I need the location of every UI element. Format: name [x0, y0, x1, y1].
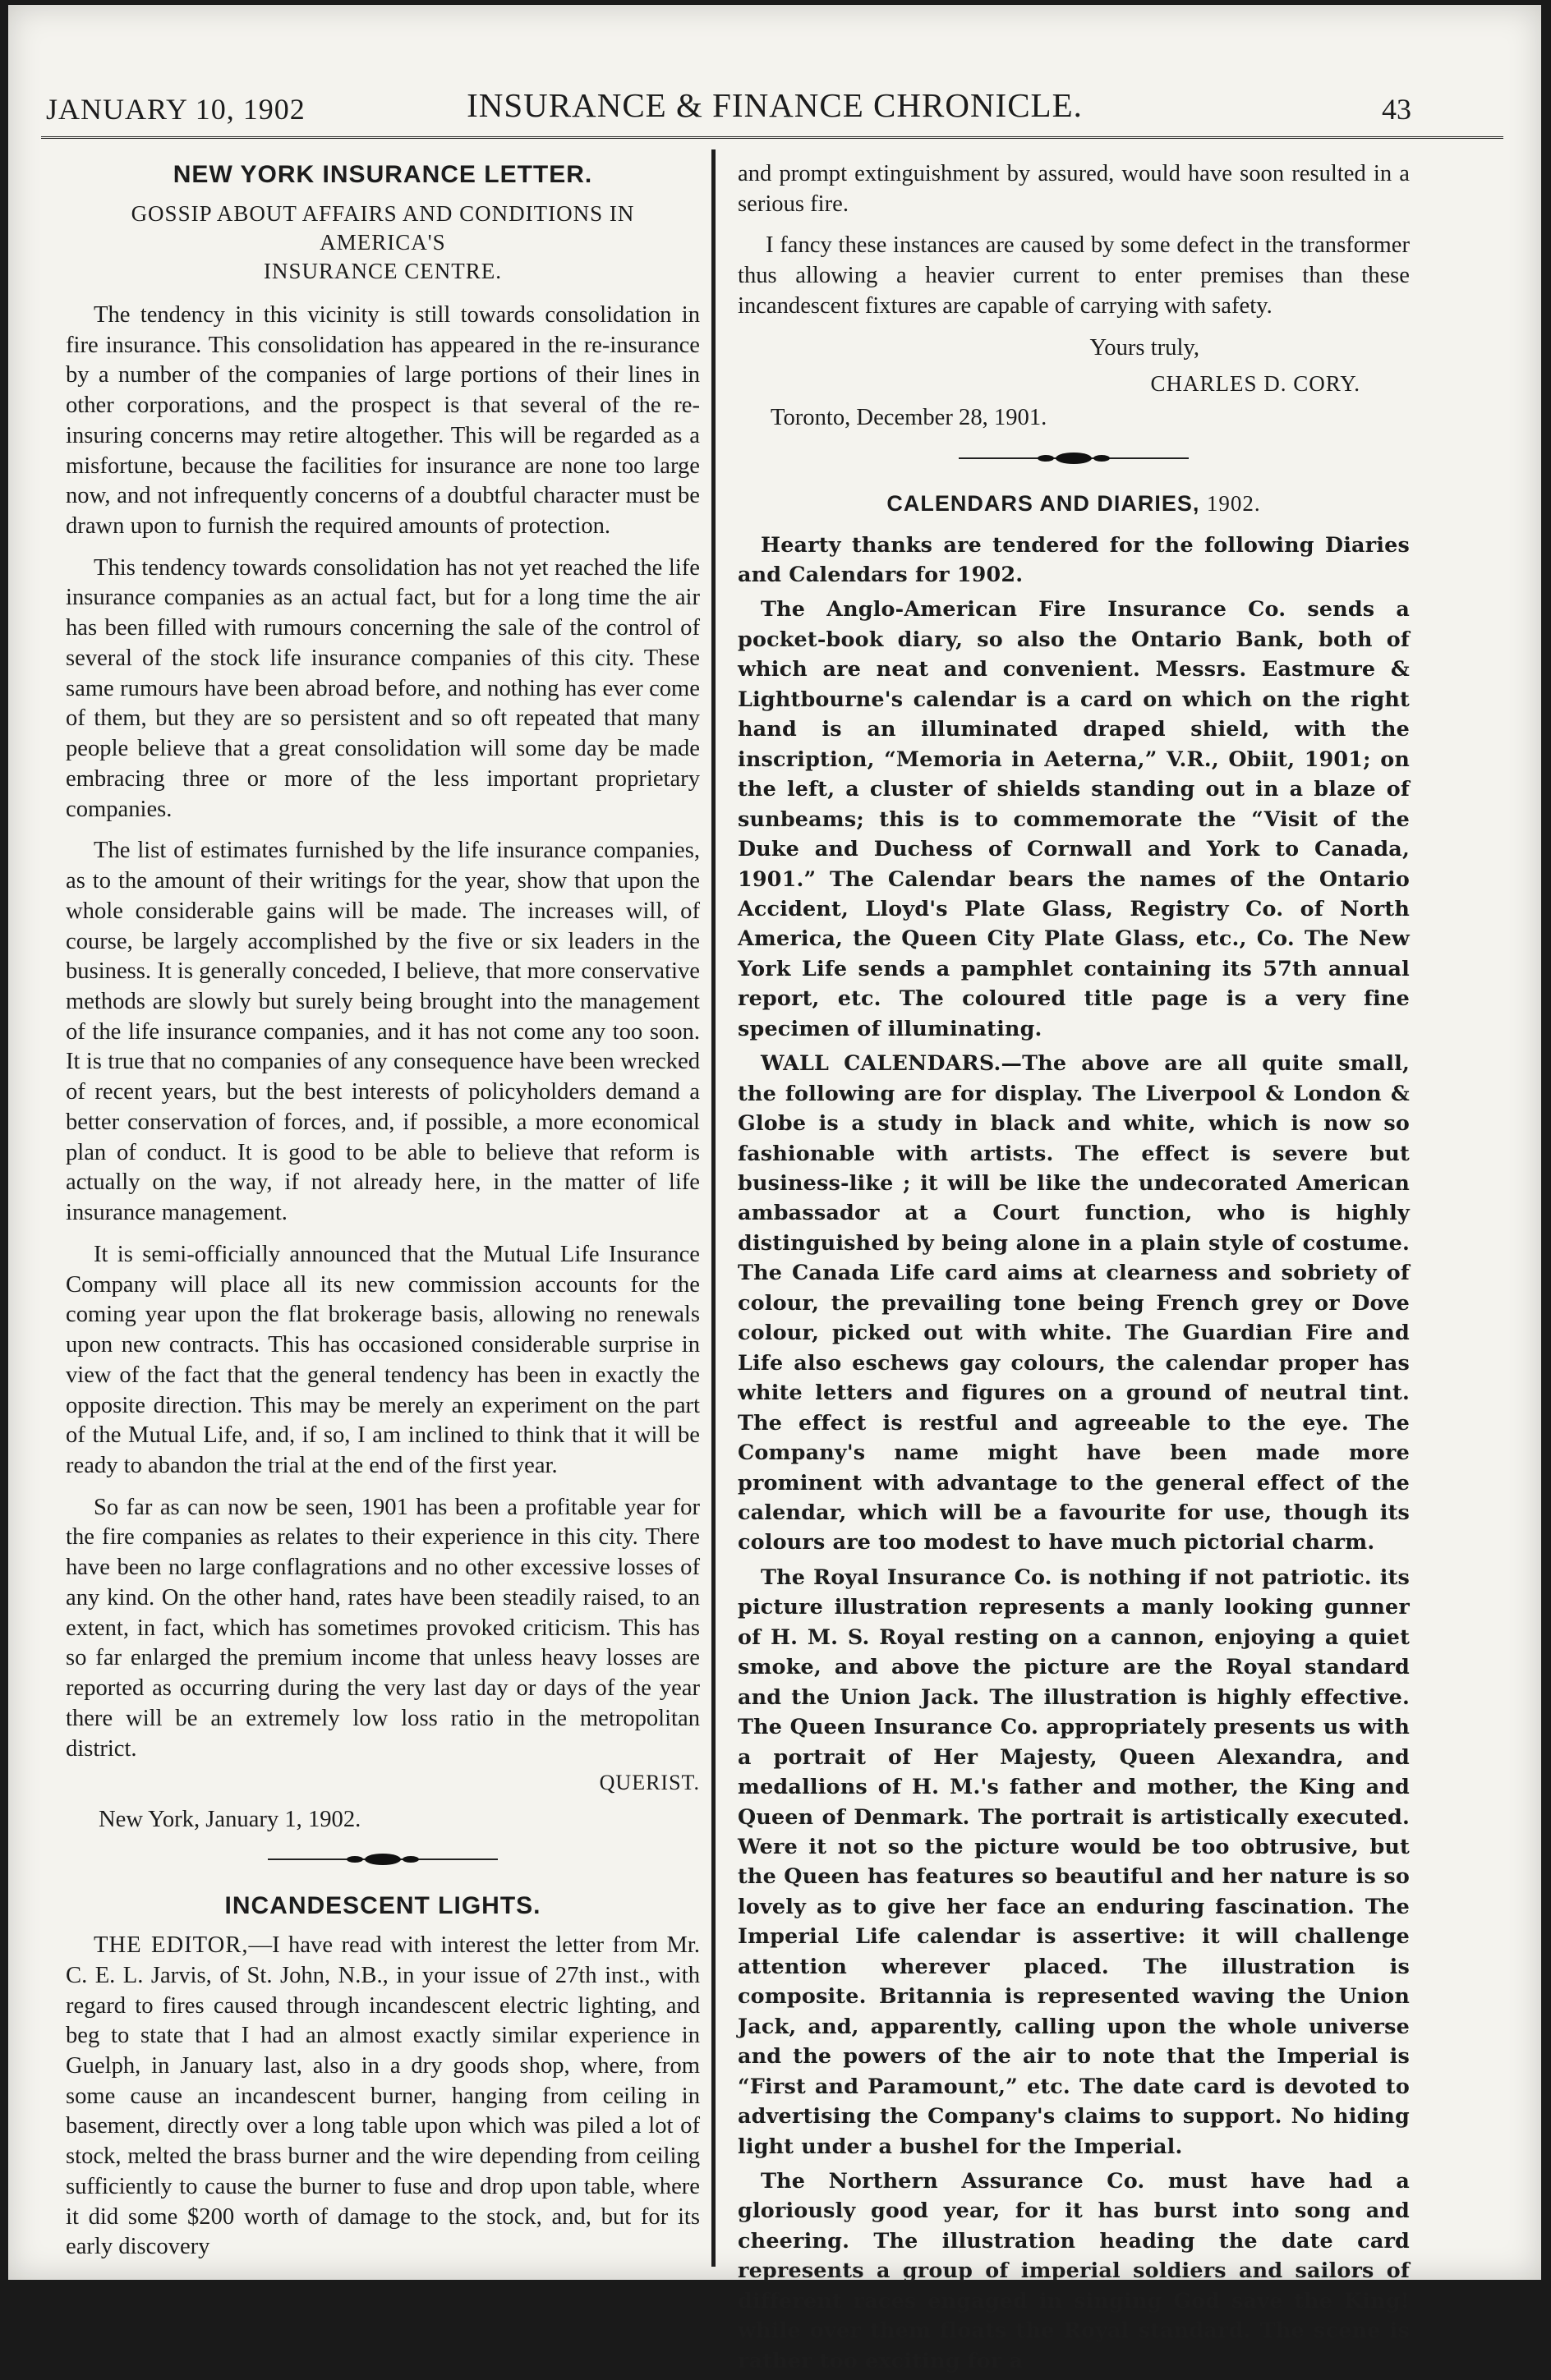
article-paragraph: WALL CALENDARS.—The above are all quite small, the following are for display. The Liverpool & London & Globe is a study in black and white, which is now so fashionable with artists. The effect is severe but business-like ; it will be like the undecorated American ambassador at a Court function, who is highly distinguished by being alone in a plain style of costume. The Canada Life card aims at clearness and sobriety of colour, the prevailing tone being French grey or Dove colour, picked out with white. The Guardian Fire and Life also eschews gay colours, the calendar proper has white letters and figures on a ground of neutral tint. The effect is restful and agreeable to the eye. The Company's name might have been made more prominent with advantage to the general effect of the calendar, which will be a favourite for use, though its colours are too modest to have much pictorial charm. [738, 1050, 1410, 1555]
article-paragraph: It is semi-officially announced that the Mutual Life Insurance Company will place all its new commission accounts for the coming year upon the flat brokerage basis, allowing no renewals upon new contracts. This has occasioned considerable surprise in view of the fact that the general tendency has been in exactly the opposite direction. This may be merely an experiment on the part of the Mutual Life, and, if so, I am inclined to think that it will be ready to abandon the trial at the end of the first year. [66, 1241, 700, 1478]
article-paragraph: The Anglo-American Fire Insurance Co. sends a pocket-book diary, so also the Ontario Bank, both of which are neat and convenient. Messrs. Eastmure & Lightbourne's calendar is a card on which on the right hand is an illuminated draped shield, with the inscription, “Memoria in Aeterna,” V.R., Obiit, 1901; on the left, a cluster of shields standing out in a blaze of sunbeams; this is to commemorate the “Visit of the Duke and Duchess of Cornwall and York to Canada, 1901.” The Calendar bears the names of the Ontario Accident, Lloyd's Plate Glass, Registry Co. of North America, the Queen City Plate Glass, etc., Co. The New York Life sends a pamphlet containing its 57th annual report, etc. The coloured title page is a very fine specimen of illuminating. [738, 596, 1410, 1041]
subtitle-line: INSURANCE CENTRE. [263, 258, 502, 283]
article-paragraph: The list of estimates furnished by the life insurance companies, as to the amount of their writings for the year, show that upon the whole considerable gains will be made. The increases will, of course, be largely accomplished by the five or six leaders in the business. It is generally conceded, I believe, that more conservative methods are slowly but surely being brought into the management of the life insurance companies, and it has not come any too soon. It is true that no companies of any consequence have been wrecked of recent years, but the best interests of policyholders demand a better conservation of forces, and, if possible, a more economical plan of conduct. It is good to be able to believe that reform is actually on the way, if not already here, in the matter of life insurance management. [66, 838, 700, 1226]
running-head [8, 85, 1541, 135]
article-title-new-york-letter: NEW YORK INSURANCE LETTER. [173, 161, 593, 188]
ornament-rule-icon [959, 450, 1189, 466]
letter-text: —I have read with interest the letter from Mr. C. E. L. Jarvis, of St. John, N.B., in your issue of 27th inst., with regard to fires caused through incandescent electric lighting, and beg to state that I had an almost exactly similar experience in Guelph, in January last, also in a dry goods shop, where, from some cause an incandescent burner, hanging from ceiling in basement, directly over a long table upon which was piled a lot of stock, melted the brass burner and the wire depending from ceiling sufficiently to cause the burner to fuse and drop upon table, where it did some $200 worth of damage to the stock, and, but for its early discovery [66, 1932, 701, 2260]
letter-paragraph: I fancy these instances are caused by some defect in the transformer thus allowing a heavier current to enter premises than these incandescent fixtures are capable of carrying with safety. [738, 232, 1410, 319]
article-title-calendars [738, 489, 1410, 518]
article-title-text: CALENDARS AND DIARIES, [886, 490, 1200, 516]
letter-signature: CHARLES D. CORY. [1150, 371, 1360, 397]
letter-paragraph [66, 1931, 700, 2263]
article-title-incandescent-lights: INCANDESCENT LIGHTS. [224, 1892, 541, 1920]
article-paragraph: This tendency towards consolidation has not yet reached the life insurance companies as an actual fact, but for a long time the air has been filled with rumours concerning the sale of the control of several of the stock life insurance companies of this city. These same rumours have been abroad before, and nothing has ever come of them, but they are so persistent and so oft repeated that many people believe that a great consolidation will some day be made embracing three or more of the less important proprietary companies. [66, 554, 700, 822]
letter-dateline: Toronto, December 28, 1901. [771, 405, 1047, 431]
column-divider [711, 149, 716, 2267]
article-title-year: 1902. [1206, 490, 1261, 516]
issue-date: JANUARY 10, 1902 [46, 93, 306, 126]
left-column [66, 159, 700, 2274]
letter-salutation: THE EDITOR, [94, 1932, 249, 1959]
page-number: 43 [1382, 93, 1411, 126]
article-signature: QUERIST. [599, 1771, 700, 1795]
article-paragraph: So far as can now be seen, 1901 has been a profitable year for the fire companies as relates to their experience in this city. There have been no large conflagrations and no other excessive losses of any kind. On the other hand, rates have been steadily raised, to an extent, in fact, which has sometimes provoked criticism. This has so far enlarged the premium income that unless heavy losses are reported as occurring during the very last day or days of the year there will be an extremely low loss ratio in the metropolitan district. [66, 1494, 700, 1762]
newspaper-page [8, 5, 1541, 2373]
article-paragraph: The Northern Assurance Co. must have had a gloriously good year, for it has burst into song and cheering. The illustration heading the date card represents a group of imperial soldiers and sailors of different races engaged in singing God save the King! while over them floats the Royal standard. The scene is rather too exciting for a [738, 2167, 1410, 2373]
article-subtitle [66, 200, 700, 286]
right-column [738, 159, 1410, 2380]
letter-paragraph-continued: and prompt extinguishment by assured, would have soon resulted in a serious fire. [738, 161, 1410, 217]
letter-valediction: Yours truly, [1089, 334, 1199, 361]
article-dateline: New York, January 1, 1902. [99, 1806, 361, 1832]
article-paragraph: The tendency in this vicinity is still towards consolidation in fire insurance. This consolidation has appeared in the re-insurance by a number of the companies of large portions of their lines in other corporations, and the prospect is that several of the re-insuring concerns may retire altogether. This will be regarded as a misfortune, because the facilities for insurance are none too large now, and not infrequently concerns of a doubtful character must be drawn upon to furnish the required amounts of protection. [66, 301, 700, 539]
journal-title: INSURANCE & FINANCE CHRONICLE. [467, 86, 1083, 124]
calendars-article-body [738, 530, 1410, 2376]
header-rule [41, 136, 1503, 142]
article-paragraph: The Royal Insurance Co. is nothing if not patriotic. its picture illustration represents a manly looking gunner of H. M. S. Royal resting on a cannon, enjoying a quiet smoke, and above the picture are the Royal standard and the Union Jack. The illustration is highly effective. The Queen Insurance Co. appropriately presents us with a portrait of Her Majesty, Queen Alexandra, and medallions of H. M.'s father and mother, the King and Queen of Denmark. The portrait is artistically executed. Were it not so the picture would be too obtrusive, but the Queen has features so beautiful and her nature is so lovely as to give her face an enduring fascination. The Imperial Life calendar is assertive: it will challenge attention wherever placed. The illustration is composite. Britannia is represented waving the Union Jack, and, apparently, calling upon the whole universe and the powers of the air to note that the Imperial is “First and Paramount,” etc. The date card is devoted to advertising the Company's claims to support. No hiding light under a bushel for the Imperial. [738, 1564, 1410, 2158]
subtitle-line: GOSSIP ABOUT AFFAIRS AND CONDITIONS IN AMERICA'S [131, 200, 635, 255]
ornament-rule-icon [268, 1851, 498, 1868]
article-paragraph: Hearty thanks are tendered for the following Diaries and Calendars for 1902. [738, 531, 1410, 586]
